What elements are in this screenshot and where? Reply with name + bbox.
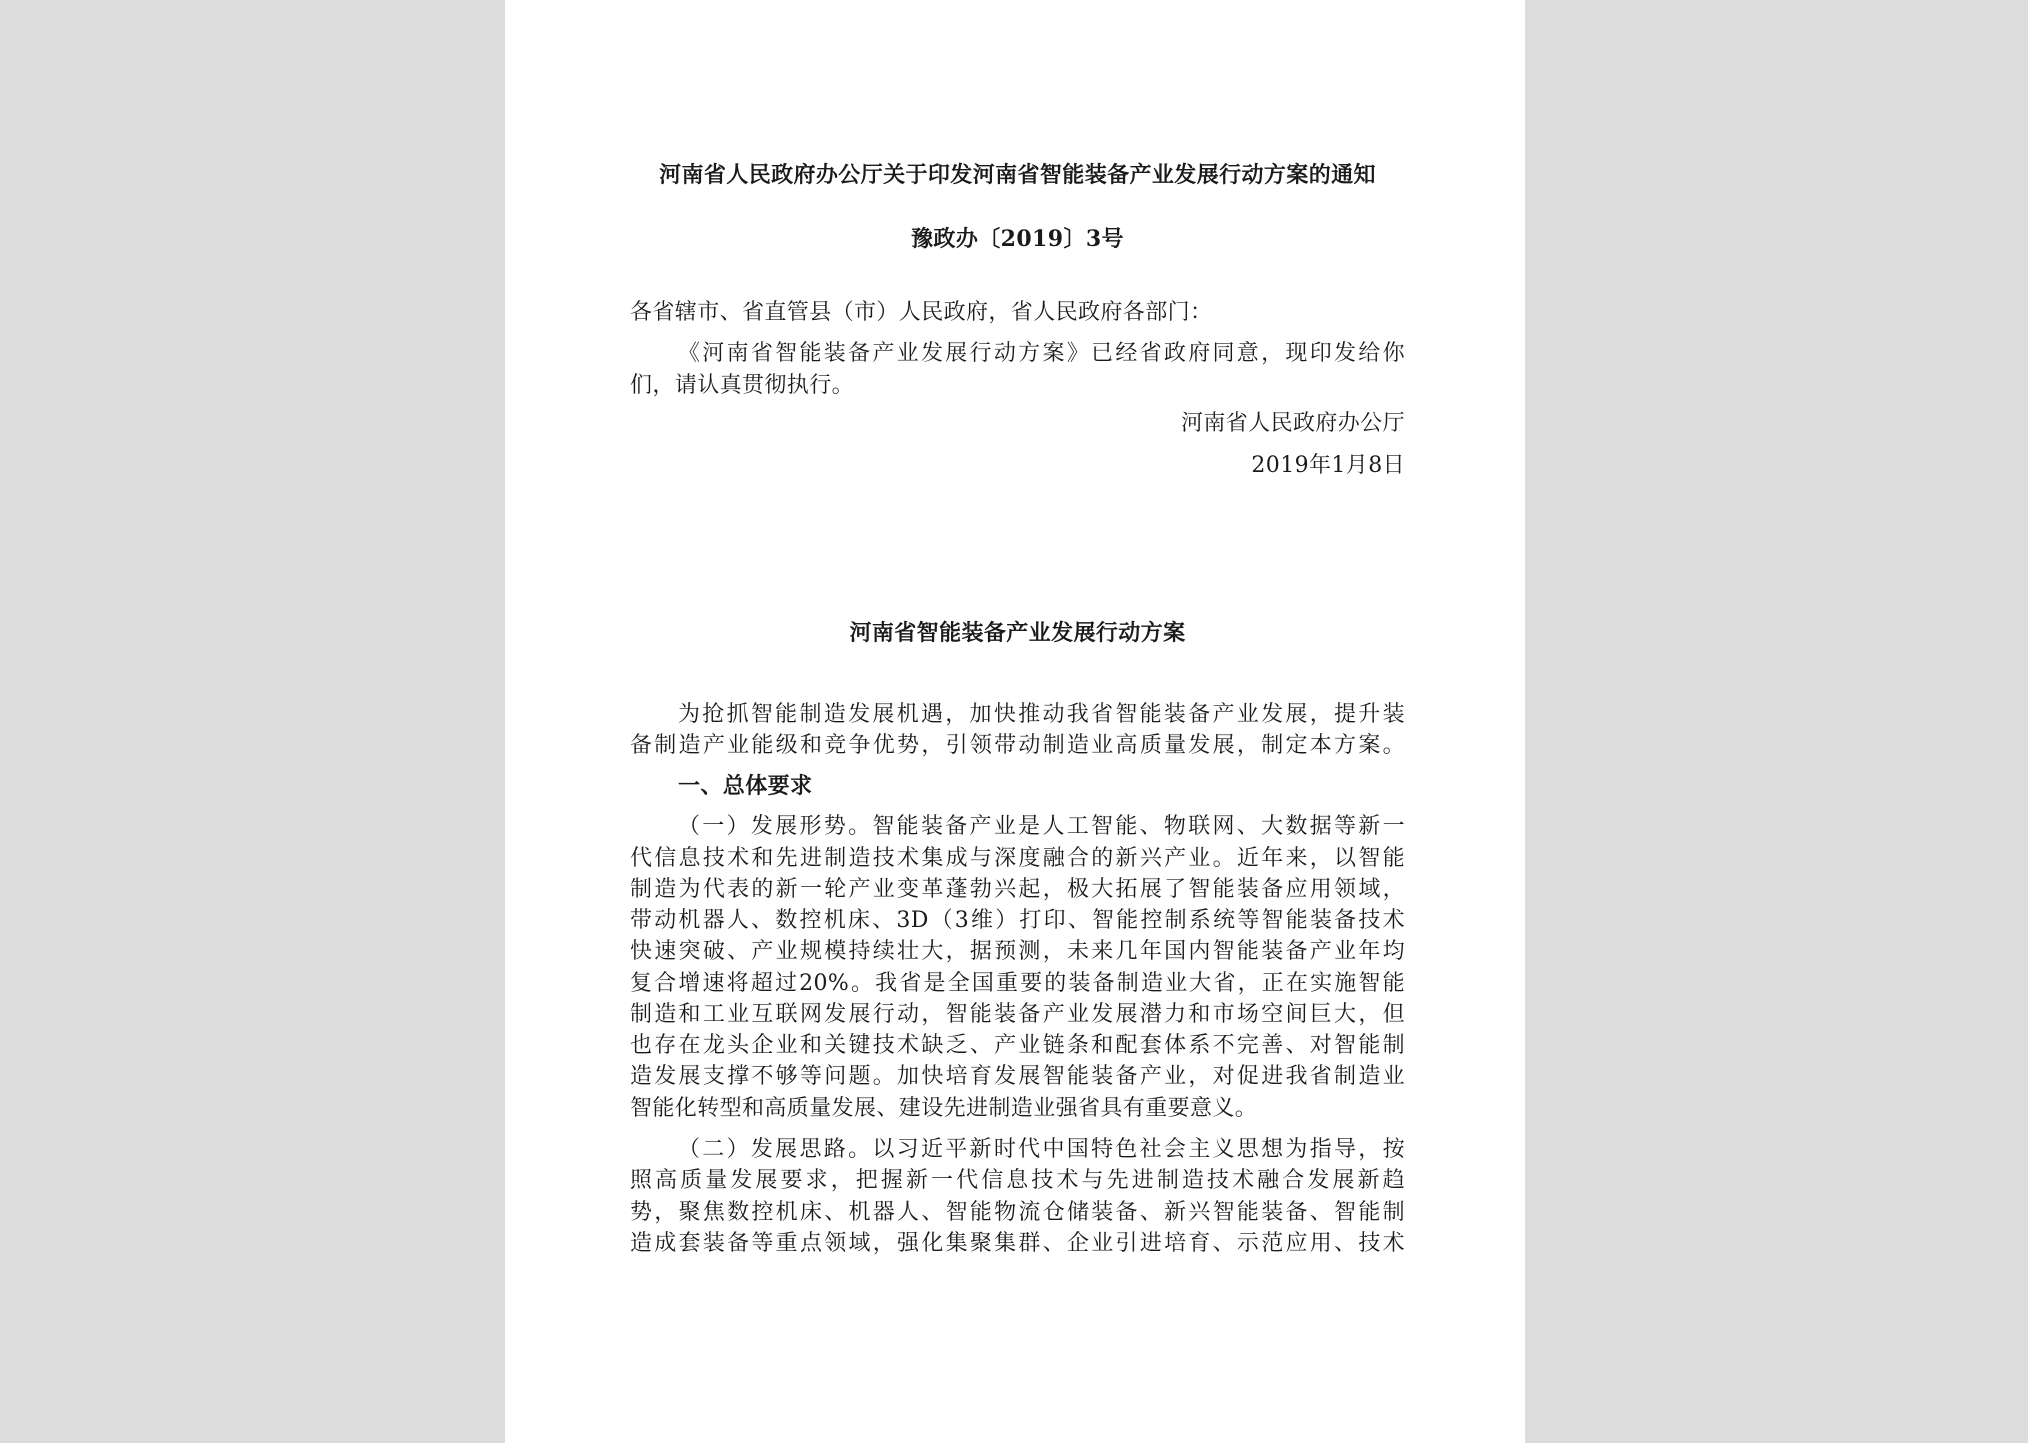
paragraph-line: 带动机器人、数控机床、3D（3维）打印、智能控制系统等智能装备技术	[630, 908, 1405, 933]
recipient-line: 各省辖市、省直管县（市）人民政府，省人民政府各部门：	[630, 300, 1213, 325]
paragraph-line: 智能化转型和高质量发展、建设先进制造业强省具有重要意义。	[630, 1096, 1258, 1121]
paragraph-line: 造成套装备等重点领域，强化集聚集群、企业引进培育、示范应用、技术	[630, 1231, 1405, 1256]
paragraph-line: 复合增速将超过20%。我省是全国重要的装备制造业大省，正在实施智能	[630, 971, 1405, 996]
paragraph-line: 造发展支撑不够等问题。加快培育发展智能装备产业，对促进我省制造业	[630, 1064, 1405, 1089]
paragraph-line: 制造为代表的新一轮产业变革蓬勃兴起，极大拓展了智能装备应用领域，	[630, 877, 1405, 902]
document-page	[505, 0, 1525, 1443]
notice-body-line: 《河南省智能装备产业发展行动方案》已经省政府同意，现印发给你	[678, 341, 1405, 366]
paragraph-line: 势，聚焦数控机床、机器人、智能物流仓储装备、新兴智能装备、智能制	[630, 1200, 1405, 1225]
paragraph-line: （一）发展形势。智能装备产业是人工智能、物联网、大数据等新一	[678, 814, 1405, 839]
plan-title: 河南省智能装备产业发展行动方案	[849, 620, 1186, 646]
paragraph-line: 快速突破、产业规模持续壮大，据预测，未来几年国内智能装备产业年均	[630, 939, 1405, 964]
intro-line: 为抢抓智能制造发展机遇，加快推动我省智能装备产业发展，提升装	[678, 702, 1405, 727]
notice-body-line: 们，请认真贯彻执行。	[630, 373, 855, 398]
section-heading: 一、总体要求	[678, 773, 813, 799]
signature: 河南省人民政府办公厅	[1180, 411, 1405, 436]
paragraph-line: 代信息技术和先进制造技术集成与深度融合的新兴产业。近年来，以智能	[630, 846, 1405, 871]
notice-date: 2019年1月8日	[1251, 453, 1405, 478]
paragraph-line: （二）发展思路。以习近平新时代中国特色社会主义思想为指导，按	[678, 1137, 1405, 1162]
paragraph-line: 也存在龙头企业和关键技术缺乏、产业链条和配套体系不完善、对智能制	[630, 1033, 1405, 1058]
paragraph-line: 照高质量发展要求，把握新一代信息技术与先进制造技术融合发展新趋	[630, 1168, 1405, 1193]
notice-title: 河南省人民政府办公厅关于印发河南省智能装备产业发展行动方案的通知	[659, 162, 1376, 188]
intro-line: 备制造产业能级和竞争优势，引领带动制造业高质量发展，制定本方案。	[630, 733, 1405, 758]
doc-number: 豫政办〔2019〕3号	[911, 226, 1124, 252]
paragraph-line: 制造和工业互联网发展行动，智能装备产业发展潜力和市场空间巨大，但	[630, 1002, 1405, 1027]
